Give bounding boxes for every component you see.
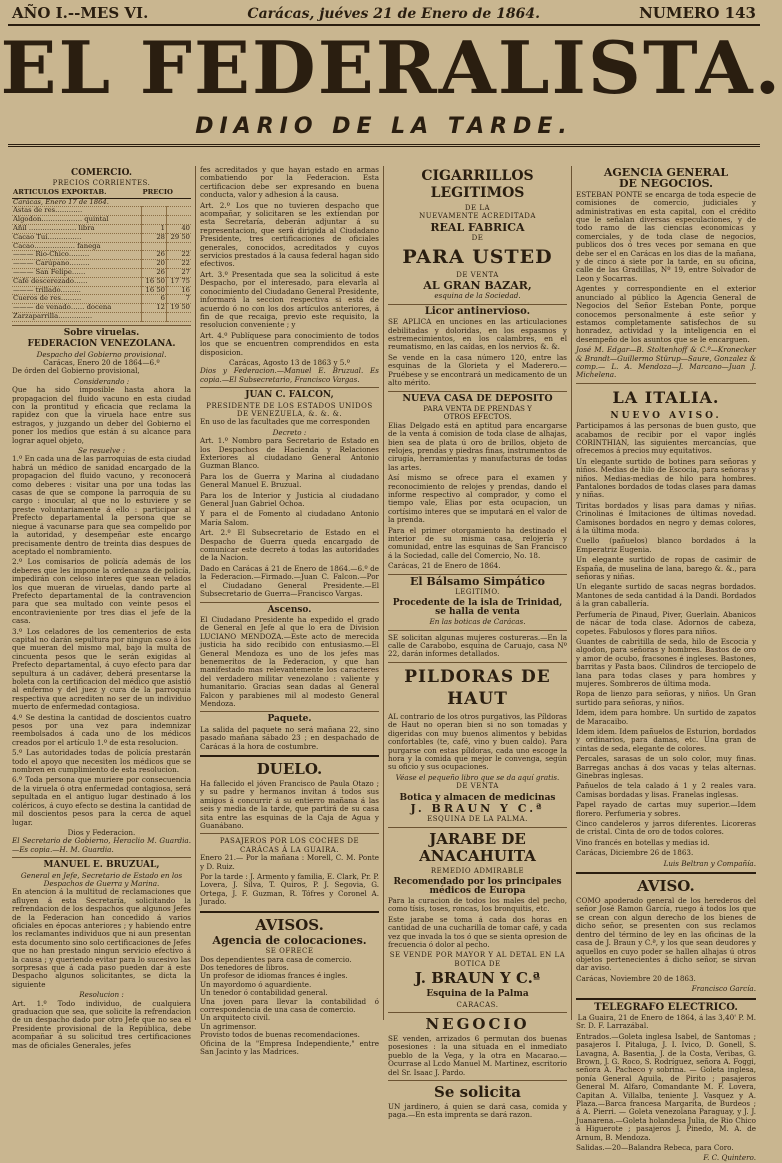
paragraph: El Ciudadano Presidente ha expedido el grado de General en Jefe al que lo era de Division LUCIANO MENDOZA.—Este acto de merecida justicia ha sido recibido con entusiasmo.—El General Mendoza es uno de los jefes mas benemeritos de la Federacion, y que han manifestado mas relevantemente los caracteres del verdadero militar venezolano : valiente y humanitario. Gracias sean dadas al General Falcon y parabienes mil al modesto General Mendoza. [200,614,379,708]
paragraph: Art. 3.º Presentada que sea la solicitud á este Despacho, por el interesado, para elevarla al conocimiento del Ciudadano General Presidente, informará la seccion respectiva si está de acuerdo ó no con los dos artículos anteriores, á fin de que recaiga, previo este requisito, la resolucion conveniente ; y [200,269,379,330]
paragraph: Que ha sido imposible hasta ahora la propagacion del fluido vacuno en esta ciudad con la prontitud y eficacia que reclama la rapidez con que la viruela hace entre sus estragos, y juzgando un deber del Gobierno el poner los medios que están á su alcance para lograr aquel objeto, [12,385,191,445]
masthead-title: EL FEDERALISTA. [0,25,782,110]
heading-paquete: Paquete. [267,714,312,725]
text-line: DE VENTA [456,270,499,279]
text-line: Botica y almacen de medicinas [399,792,556,803]
column-1 [8,166,196,1050]
paragraph: Se vende en la casa número 120, entre las esquinas de la Glorieta y el Maderero.—Pruébese y se encontrará un medicamento de un alto mérito. [388,352,567,388]
signature: Francisco García. [691,984,756,994]
heading-precios: PRECIOS CORRIENTES. [52,179,151,188]
ad-negocios-title: DE NEGOCIOS. [618,177,714,191]
paragraph: Vino francés en botellas y medias id. [576,837,710,847]
price-value [142,207,167,216]
text-line: J. BRAUN Y C.ª [414,969,541,988]
heading-avisos: AVISOS. [255,915,324,934]
despacho-line: Despacho del Gobierno provisional. [36,349,167,359]
general-line: General en Jefe, Secretario de Estado en los Despachos de Guerra y Marina. [20,870,183,888]
date-line: Carácas, Enero 20 de 1864—6.º [43,357,160,367]
paragraph: Elias Delgado está en aptitud para encargarse de la venta á comision de toda clase de alhajas, bien sea de plata ú oro de brillos, objeto de relojes, prendas y piedras finas, instrumentos de cirugía, herramientas y manufacturas de todas las artes. [388,420,567,472]
paragraph: El Secretario de Gobierno, Heraclio M. Guardia.—Es copia.—H. M. Guardia. [12,836,191,854]
price-article: ——— Carúpano……… [12,260,142,269]
price-value: 26 [142,251,167,260]
paragraph: Ha fallecido el jóven Francisco de Paula Otazo ; y su padre y hermanos invitan á todos sus amigos á concurrir á su entierro mañana á las seis y media de la tarde, que partirá de su casa sita entre las esquinas de la Caja de Agua y Guanábano. [200,779,379,831]
ad-aviso-title: AVISO. [637,877,695,896]
paragraph: 5.º Las autoridades todas de policía prestarán todo el apoyo que necesiten los médicos que se nombren en cumplimiento de esta resolucion. [12,748,191,775]
text-line: Recomendado por los principales médicos de Europa [393,877,562,896]
paragraph: Guantes de cabritilla de seda, hilo de Escocia y algodon, para señoras y hombres. Bastos de oro y amor de ocubo, fracsones é ingleses. Bastones, barritas y Pasta baos. Cilindros de terciopelo de lana para todas clases y para hombres y mujeres. Sombreros de última moda. [576,636,756,688]
paragraph: Dado en Carácas á 21 de Enero de 1864.—6.º de la Federacion.—Firmado.—Juan C. Falcon.—Por el Ciudadano General Presidente.—El Subsecretario de Guerra—Francisco Vargas. [200,563,379,599]
paragraph: Art. 2.º El Subsecretario de Estado en el Despacho de Guerra queda encargado de comunicar este decreto á todas las autoridades de la Nacion. [200,528,379,563]
price-article: Astas de res………… [12,207,142,216]
ad-italia-title: LA ITALIA. [612,387,720,407]
ofrece-line: SE OFRECE [265,947,314,956]
paragraph: COMO apoderado general de los herederos del señor José Ramon García, ruego á todos los que se crean con algun derecho de los bienes de dicho señor, se presenten con sus reclamos dentro del término de ley en las oficinas de la casa de J. Braun y C.ª, y los que sean deudores y aquellos en cuyo poder se hallen alhajas ú otros objetos pertenecientes á dicho señor, se sirvan dar aviso. [576,896,756,973]
price-value [142,312,167,321]
paragraph: 3.º Los celadores de los cementerios de esta capital no darán sepultura por ningun caso á los que mueran del mismo mal, bajo la multa de cincuenta pesos que le serán exigidas al Prefecto departamental, á cuyo efecto para dar sepultura á un cadáver, deberá presentarse la boleta con la certificacion del médico que asistió al enfermo y del juez y cura de la parroquia respectiva que acrediten no ser de un individuo muerto de enfermedad contagiosa. [12,626,191,712]
text-line: Véase el pequeño libro que se da aquí gratis. [395,772,560,782]
paragraph: Carácas, Noviembre 20 de 1863. [576,973,696,983]
masthead-subtitle: DIARIO DE LA TARDE. [8,110,760,147]
text-line: DE LA [464,204,491,212]
ad-cigarrillos-title: CIGARRILLOS LEGITIMOS [421,168,534,201]
price-article: Café descerezado…… [12,277,142,286]
paragraph: En atencion á la multitud de reclamaciones que afluyen á esta Secretaría, solicitando la refrendacion de los despachos que algunos Jefes de la Federacion han concedido á varios oficiales en épocas anteriores ; y habiendo entre los reclamantes individuos que ni aun presentan esta documento sino solo certificaciones de Jefes que no han prestado ningun servicio efectivo á la causa ; y queriendo evitar para lo sucesivo las sorpresas que á cada paso pueden dar á este Despacho algunos solicitantes, se dicta la siguiente [12,887,191,989]
price-header-precio: PRECIO [142,188,192,198]
column-4 [572,166,760,1163]
price-value [167,207,192,216]
issue-date: Carácas, juéves 21 de Enero de 1864. [247,6,540,22]
paragraph: fes acreditados y que hayan estado en armas combatiendo por la Federacion. Esta certificacion debe ser expresando en buena conducta, valor y adhesion á la causa. [200,165,379,200]
paragraph: Idem idem. Idem pañuelos de Esturion, bordados y ordinarios, para damas, etc. Una gran de cintas de seda, elegante de colores. [576,726,756,753]
price-table [12,188,191,322]
price-article: ——— San Felipe…… [12,268,142,277]
price-article: Algodon……………… quintal [12,216,142,225]
text-line: DE [471,234,484,243]
price-row [12,225,191,234]
price-value: 16 50 [142,277,167,286]
paragraph: 6.º Toda persona que muriere por consecuencia de la viruela ó otra enfermedad contagiosa, será sepultada en el antiguo lugar destinado á los coléricos, á cuyo efecto se destina la cantidad de mil doscientos pesos para la cerca de aquel lugar. [12,775,191,827]
price-value: 20 [142,260,167,269]
paragraph: Un elegante surtido de sacas negras bordados. Mantones de seda cantidad á la Dandi. Bordados á la gran caballería. [576,582,756,609]
price-article: ——— trillado……… [12,286,142,295]
price-value: 26 [142,268,167,277]
paragraph: Carácas, Diciembre 26 de 1863. [576,848,694,858]
ad-jarabe-title: JARABE DE ANACAHUITA [419,829,536,865]
price-value: 6 [142,295,167,304]
text-line: OTROS EFECTOS. [443,412,512,422]
signature: F. C. Quintero. [703,1153,756,1163]
paragraph: ESTEBAN PONTE se encarga de toda especie de comisiones de comercio, judiciales y administrativas en esta capital, con el crédito que le señalan diversas especulaciones, y de todo ramo de las ciencias economicas y comerciales, y de toda clase de negocios, publicos dos ó tres veces por semana en que debe ser el en Carácas en los dias de la mañana, y de cinco á siete por la tarde, en su oficina, calle de las Gradillas, Nº 19, entre Solvador de Leon y Socarras. [576,189,756,283]
price-value: 16 [167,286,192,295]
price-value: 17 75 [167,277,192,286]
price-article: Cacao……………… fanega [12,242,142,251]
paragraph: Cuello (pañuelos) blanco bordados á la Emperatriz Eugenia. [576,536,756,554]
paragraph: SE venden, arrizados 6 permutan dos buenas posesiones : la una situada en el inmediato pueblo de la Vega, y la otra en Macarao.— Ocurrase al Lcdo Manuel M. Martinez, escritorio del Sr. Isaac J. Pardo. [388,1034,567,1077]
price-value: 28 [142,233,167,242]
decreto-line: Decreto : [272,427,307,437]
text-line: NUEVAMENTE ACREDITADA [419,212,536,221]
text-line: Esquina de la Palma [426,989,529,1000]
paragraph: La salida del paquete no será mañana 22, sino pasado mañana sábado 23 ; en despachado de Carácas á la hora de costumbre. [200,724,379,751]
ad-solicita-title: Se solicita [434,1083,521,1102]
paragraph: 1.º En cada una de las parroquias de esta ciudad habrá un médico de sanidad encargado de la propagacion del fluido vacuno, y reconocerá como deberes : visitar una por una todas las casas de que se compone la parroquia de su cargo : inocular, al que no lo estuviere y se preste voluntariamente á ello : participar al Prefecto departamental la persona que se niegue á vacunarse para que sea compelido por la autoridad, y desempeñar este encargo precisamente dentro de treinta dias despues de aceptado el nombramiento. [12,454,191,556]
text-line: esquina de la Sociedad. [434,291,521,301]
price-row [12,312,191,321]
price-rows [12,207,191,321]
paragraph: Entrados.—Goleta inglesa Isabel, de Santomas ; pasajeros I. Pitaluga, J. I. Ivico, D. Gonell, S. Lavagna, A. Basentia, J. de la Costa, Veribas, G. Brown, J. G. Roco, S. Rodríguez, señora A. Foggi, señora A. Pacheco y sobrina. — Goleta inglesa, ponía General Aguila, de Pirito ; pasajeros General M. Alfaro, Comandante M. F. Lovera, Capitan A. Villalba, teniente J. Vasquez y A. Plaza.—Barca francesa Margarita, de Burdeos ; á A. Pierri. — Goleta venezolana Paraguay, y J. J. Juanarena.—Goleta holandesa Julia, de Rio Chico á Higuerote ; pasajeros J. Pinedo, M. A. de Arnum, B. Mendoza. [576,1031,756,1142]
paragraph: Pañuelos de tela calado á 1 y 2 reales vara. Camisas bordadas y lisas. Franelas inglesas. [576,781,756,799]
paragraph: Carácas, 21 de Enero de 1864. [388,561,501,571]
considerando-line: Considerando : [73,376,130,386]
text-line: J. BRAUN Y C.ª [410,801,545,815]
ad-para-usted: PARA USTED [402,245,553,268]
paragraph: En uso de las facultades que me corresponden [200,417,371,427]
price-article: ——— Rio-Chico……… [12,251,142,260]
price-article: ——— de venado…… docena [12,304,142,313]
text-line: SE VENDE POR MAYOR Y AL DETAL EN LA BOTICA DE [389,951,566,968]
price-value: 27 [167,268,192,277]
paragraph: Idem, idem para hombre. Un surtido de zapatos de Maracaibo. [576,708,756,726]
column-2 [196,165,384,1056]
paragraph: Por la tarde : J. Armento y familia, E. Clark, Pr. P. Lovera, J. Silva, T. Quiros, P. J. Segovia, G. Ortega, J. F. Guzman, R. Tófres y Coronel A. Jurado. [200,872,379,907]
price-value: 29 50 [167,233,192,242]
paragraph: Participamos á las personas de buen gusto, que acabamos de recibir por el vapor inglés CORINTHIAN, las siguientes mercancías, que ofrecemos á precios muy equitativos. [576,421,756,456]
paragraph: Dios y Federacion.—Manuel E. Bruzual. Es copia.—El Subsecretario, Francisco Vargas. [200,366,379,384]
heading-agencia-colocaciones: Agencia de colocaciones. [212,933,367,947]
price-value: 22 [167,251,192,260]
heading-comercio: COMERCIO. [70,168,133,178]
paragraph: SE APLICA en unciones en las articulaciones debilitadas y doloridas, en los espasmos y estremecimientos, en los calambres, en el reumatismo, en las caídas, en los nervios &. &. [388,317,567,352]
text-line: ESQUINA DE LA PALMA. [427,815,528,824]
paragraph: 2.º Los comisarios de policía además de los deberes que les impone la ordenanza de policía, impedirán con celoso interes que sean velados los que mueran de viruelas, dando parte al Prefecto departamental de la contravencion para que sea multado con veinte pesos el encontravieniente por tres dias el jefe de la casa. [12,557,191,626]
price-row [12,277,191,286]
price-value: 40 [167,225,192,234]
column-3 [384,166,572,1120]
paragraph: Sr. D. F. Larrazábal. [576,1021,649,1031]
paragraph: Para la curacion de todos los males del pecho, como tísis, toses, roncas, los bronquitis, etc. [388,895,567,914]
paragraph: Para el primer otorgamiento ha destinado el interior de su misma casa, relojería y comunidad, entre las esquinas de San Francisco á la Sociedad, calle del Comercio, No. 18. [388,525,567,560]
price-date: Carácas, Enero 17 de 1864. [12,198,191,207]
paragraph: Este jarabe se toma á cada dos horas en cantidad de una cucharilla de tomar café, y cada vez que invada la tos ó que se sienta opresion de frecuencia ó dolor al pecho. [388,914,567,949]
paragraph: Un elegante surtido de ropas de casimir de España, de muselina de lana, barego &. &., para señoras y niñas. [576,555,756,582]
price-row [12,268,191,277]
paragraph: Art. 1.º Nombro para Secretario de Estado en los Despachos de Hacienda y Relaciones Exteriores al ciudadano General Antonio Guzman Blanco. [200,436,379,471]
paragraph: Papel rayado de cartas muy superior.—Idem florero. Perfumeria y sobres. [576,800,756,818]
paragraph: 4.º Se destina la cantidad de doscientos cuatro pesos por una vez para indemnizar reembolsados á cada uno de los médicos creados por el artículo 1.º de esta resolucion. [12,712,191,747]
paragraph: Así mismo se ofrece para el examen y reconocimiento de relojes y prendas, dando el informe respectivo al comprador, y como el tiempo vale, Elias por esta ocupacion, un cortísimo interes que se imputará en el valor de la prenda. [388,473,567,525]
price-value [167,312,192,321]
text-line: LEGITIMO. [455,588,500,597]
text-line: NUEVO AVISO. [610,410,722,421]
issue-year: AÑO I.--MES VI. [12,4,149,22]
resuelve-line: Se resuelve : [77,446,126,456]
paragraph: Ropa de lienzo para señoras, y niños. Un Gran surtido para señoras, y niños. [576,689,756,707]
paragraph: Y para el de Fomento al ciudadano Antonio María Salom. [200,509,379,527]
heading-duelo: DUELO. [256,760,323,778]
price-row [12,233,191,242]
heading-telegrafo: TELEGRAFO ELECTRICO. [594,1001,738,1013]
heading-falcon: JUAN C. FALCON, [245,390,334,401]
paragraph: Cinco candeleros y jarros diferentes. Licoreras de cristal. Cinta de oro de todos colores. [576,819,756,837]
paragraph: Agentes y correspondiente en el exterior anunciado al público la Agencia General de Negocios del Señor Esteban Ponte, porque conocemos personalmente á este señor y estamos completamente satisfechos de su honradez, actividad y la inteligencia en el desempeño de los asuntos que se le encarguen. [576,284,756,344]
signature: Luis Beltran y Compañía. [663,858,756,868]
newspaper-page [0,4,782,1163]
paragraph: Perfumería de Pinaud, Piver, Guerlain. Abanicos de nácar de toda clase. Adornos de cabeza, copetes. Fabulosos y flores para niños. [576,609,756,636]
text-line: Procedente de la isla de Trinidad, se halla de venta [392,598,563,617]
text-line: En las boticas de Carácas. [429,617,526,627]
paragraph: Enero 21.— Por la mañana : Morell, C. M. Ponte y D. Ruiz. [200,853,379,871]
presidente-line: PRESIDENTE DE LOS ESTADOS UNIDOS DE VENEZUELA, &. &. &. [206,401,373,418]
price-value: 12 [142,304,167,313]
paragraph: UN jardinero, á quien se dará casa, comida y paga.—En esta imprenta se dará razon. [388,1102,567,1120]
heading-federacion: FEDERACION VENEZOLANA. [27,339,176,350]
ad-balsamo-title: El Bálsamo Simpático [410,574,545,588]
price-value: 19 50 [167,304,192,313]
paragraph: Tiritas bordados y lisas para damas y niñas. Crinolinas é Imitaciones de últimas novedad. Camisones bordados en negro y demas colores, á la última moda. [576,500,756,536]
price-value: 1 [142,225,167,234]
ad-negocio-title: NEGOCIO [425,1015,530,1034]
text-line: AL GRAN BAZAR, [423,279,532,293]
paragraph: AL contrario de los otros purgativos, las Píldoras de Haut no operan bien si no son tomadas y digeridas con muy buenos alimentos y bebidas confortables (te, café, vino y buen caldo). Para purgarse con estas píldoras, cada uno escoge la hora y la comida que mejor le convenga, según su oficio y sus ocupaciones. [388,711,567,772]
sign-line: Dios y Federacion. [67,827,136,837]
paragraph: Para los de Guerra y Marina al ciudadano General Manuel E. Bruzual. [200,471,379,490]
ad-pildoras-title: PILDORAS DE HAUT [404,666,551,709]
paragraph: Salidas.—20—Balandra Rebeca, para Coro. [576,1143,734,1153]
paragraph: Art. 2.º Los que no tuvieren despacho que acompañar, y solicitaren se les extiendan por esta Secretaría, deberán adjuntar á su representacion, que será dirigida al Ciudadano Presidente, tres certificaciones de oficiales generales, conocidos, acreditados y cuyos servicios prestados á la causa federal hagan sido efectivos. [200,200,379,269]
text-line: DE VENTA [456,782,499,791]
ad-agencia-title: AGENCIA GENERAL [603,166,729,179]
paragraph: Percales, sarasas de un solo color, muy finas. Barregas anchas á dos vacas y telas alternas. Ginebras inglesas. [576,754,756,780]
text-line: CARACAS. [456,1000,499,1009]
heading-viruelas: Sobre viruelas. [63,327,140,338]
paragraph: Art. 1.º Todo individuo, de cualquiera graduacion que sea, que solicite la refrendacion de un despacho dado por otro Jefe que no sea el Presidente provisional de la República, debe acompañar á su solicitud tres certificaciones mas de oficiales Generales, jefes [12,998,191,1050]
paragraph: Art. 4.º Publíquese para conocimiento de todos los que se encuentren comprendidos en esta disposicion. [200,330,379,357]
text-line: PARA VENTA DE PRENDAS Y [423,403,532,413]
text-line: La Guaira, 21 de Enero de 1864, á las 3,40' P. M. [577,1012,756,1022]
price-article: Añil ………………… libra [12,225,142,234]
text-line: REMEDIO ADMIRABLE [430,866,525,875]
columns [8,165,760,1163]
price-value: 16 50 [142,286,167,295]
price-header-articulos: ARTICULOS EXPORTAB. [12,188,142,198]
heading-ascenso: Ascenso. [267,604,312,615]
ad-deposito-title: NUEVA CASA DE DEPOSITO [402,392,553,404]
top-line [8,4,760,26]
ad-licor-title: Licor antinervioso. [424,305,531,317]
price-value: 22 [167,260,192,269]
paragraph: José M. Edgar—B. Stoltenhoff & C.º—Kronecker & Brandt—Guillermo Stürup—Saure, Gonzalez & comp.— L. A. Mendoza—J. Marcano—Juan J. Michelena. [576,345,756,380]
issue-number: NUMERO 143 [639,4,756,22]
price-article: Cueros de res……… [12,295,142,304]
paragraph: SE solicitan algunas mujeres costureras.—En la calle de Carabobo, esquina de Caruajo, casa Nº 22, darán informes detallados. [388,632,567,659]
price-value: 7 [167,295,192,304]
pasajeros-heading: PASAJEROS POR LOS COCHES DE CARÁCAS Á LA GUAIRA. [219,837,360,854]
resolucion-line: Resolucion : [79,990,124,1000]
offer-list: Dos dependientes para casa de comercio. Dos tenedores de libros. Un profesor de idiomas frances é ingles. Un mayordomo ó aguardiente. Un tenedor ó contabilidad general. Una joven para llevar la contabilidad ó correspondencia de una casa de comercio. Un arquitecto civil. Un agrimensor. Provisto todos de buenas recomendaciones. Oficina de la "Empresa Independiente," entre San Jacinto y las Madrices. [200,954,379,1056]
paragraph: Para los de Interior y Justicia al ciudadano General Juan Gabriel Ochoa. [200,490,379,509]
paragraph: Un elegante surtido de botines para señoras y niños. Medias de hilo de Escocia, para señoras y niños. Medias-medias de hilo para hombres. Pantalones bordados de todas clases para damas y niñas. [576,456,756,500]
price-article: Zarzaparrilla…………… [12,312,142,321]
paragraph: De órden del Gobierno provisional, [12,366,140,376]
date-line: Carácas, Agosto 13 de 1863 y 5.º [228,357,351,367]
price-article: Cacao Tuí…………… [12,233,142,242]
text-line: REAL FABRICA [430,220,525,234]
heading-bruzual: MANUEL E. BRUZUAL, [43,860,160,871]
